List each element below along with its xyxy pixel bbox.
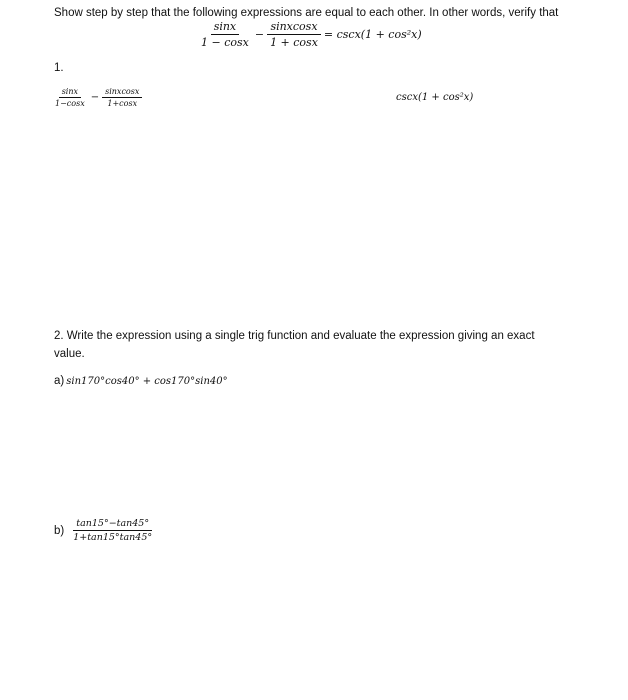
q2b-numerator: tan15°−tan45°: [73, 518, 152, 531]
q1-fraction-1-numerator: sinx: [59, 87, 81, 98]
identity-minus: −: [254, 28, 265, 41]
identity-fraction-2-numerator: sinxcosx: [267, 20, 320, 35]
q1-fraction-1-denominator: 1−cosx: [55, 99, 85, 108]
q2b-denominator: 1+tan15°tan45°: [73, 532, 153, 543]
q1-expression: [52, 87, 142, 108]
q1-fraction-2-denominator: 1+cosx: [107, 99, 138, 108]
q1-number: 1.: [54, 62, 64, 74]
intro-text: Show step by step that the following expressions are equal to each other. In other words, verify that: [54, 7, 559, 19]
q1-rhs: cscx(1 + cos²x): [396, 92, 474, 103]
q2a-expression: sin170°cos40° + cos170°sin40°: [66, 376, 228, 387]
identity-fraction-1: [198, 20, 252, 49]
q1-fraction-2-numerator: sinxcosx: [102, 87, 142, 98]
q2-instruction-line2: value.: [54, 348, 85, 360]
q1-fraction-1: [52, 87, 88, 108]
q2b-row: [54, 518, 155, 543]
identity-fraction-1-denominator: 1 − cosx: [201, 36, 249, 49]
q2a-row: [54, 375, 228, 387]
identity-fraction-1-numerator: sinx: [211, 20, 239, 35]
q1-minus: −: [90, 92, 100, 103]
identity-rhs: = cscx(1 + cos²x): [323, 28, 422, 41]
identity-fraction-2: [267, 20, 321, 49]
q2a-label: a): [54, 375, 65, 387]
q2b-fraction: [70, 518, 155, 543]
q2b-label: b): [54, 524, 65, 537]
identity-fraction-2-denominator: 1 + cosx: [270, 36, 318, 49]
q1-fraction-2: [102, 87, 142, 108]
identity-equation: [198, 20, 422, 49]
q2-instruction-line1: 2. Write the expression using a single trig function and evaluate the expression giving an exact: [54, 330, 535, 342]
